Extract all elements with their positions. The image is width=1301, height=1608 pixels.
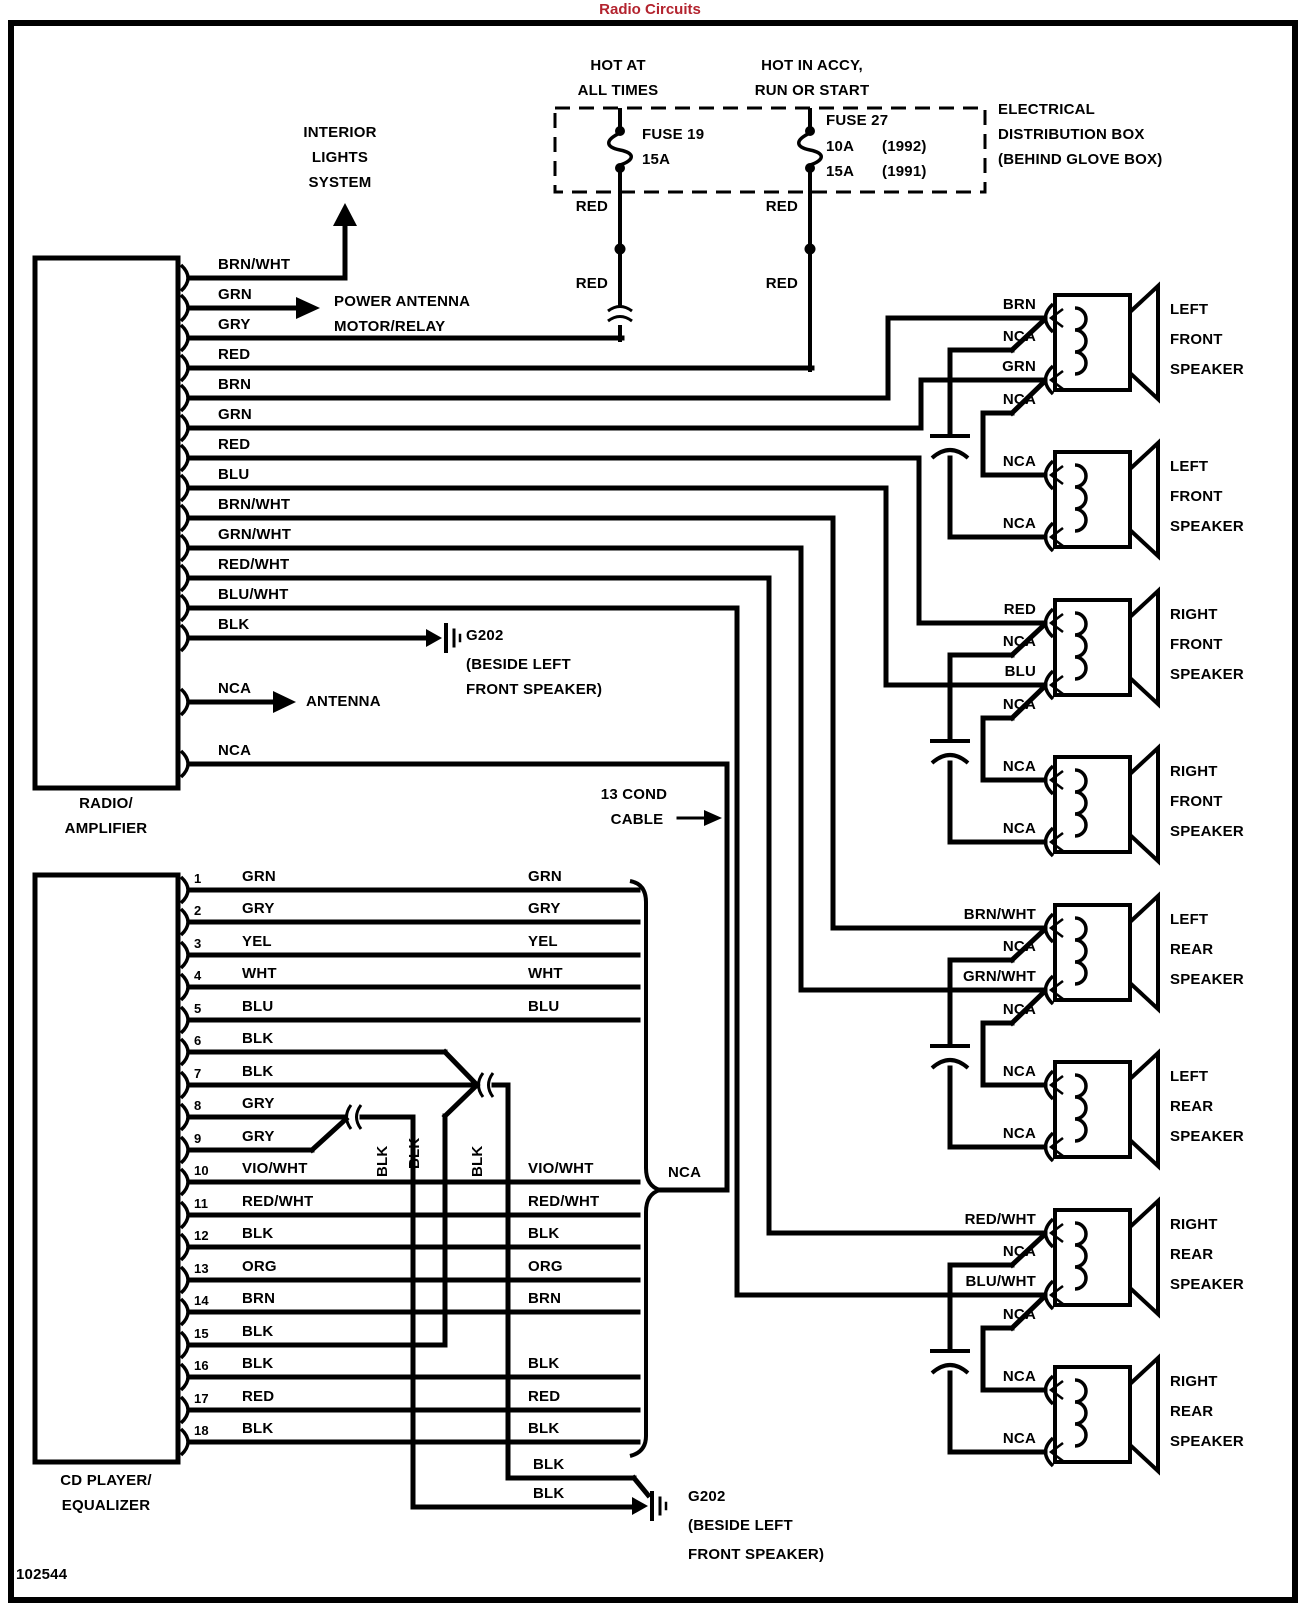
distribution-box-label-line1: ELECTRICAL	[998, 101, 1095, 118]
cd-pin-color-label: BLK	[242, 1225, 274, 1242]
speaker-icon	[1055, 452, 1130, 547]
speaker-name-line: SPEAKER	[1170, 823, 1244, 840]
cd-cable-color-label: BLK	[528, 1225, 560, 1242]
cd-player-label-line1: CD PLAYER/	[60, 1472, 152, 1489]
speaker-name-line: LEFT	[1170, 1068, 1209, 1085]
cd-pin-number: 3	[194, 936, 202, 951]
speaker-name-line: RIGHT	[1170, 763, 1218, 780]
speaker-wire-label: BLU/WHT	[965, 1273, 1036, 1290]
blk-bottom-label: BLK	[533, 1456, 565, 1473]
fuse-icon	[609, 133, 632, 165]
speaker-icon	[1055, 295, 1130, 390]
cd-pin-color-label: WHT	[242, 965, 277, 982]
connector-pin-icon	[181, 1104, 188, 1130]
cd-pin-color-label: VIO/WHT	[242, 1160, 308, 1177]
connector-pin-icon	[181, 1397, 188, 1423]
red-wire-label: RED	[765, 275, 798, 292]
connector-pin-icon	[181, 1234, 188, 1260]
ground-bottom-note-line2: FRONT SPEAKER)	[688, 1546, 825, 1563]
speaker-wire-label: NCA	[1002, 938, 1036, 955]
wire	[445, 1085, 477, 1116]
connector-pin-icon	[181, 1364, 188, 1390]
cable-brace	[630, 881, 660, 1456]
cd-cable-color-label: RED	[528, 1388, 561, 1405]
blk-bottom-label: BLK	[533, 1485, 565, 1502]
speaker-wire-label: NCA	[1002, 1306, 1036, 1323]
cd-pin-color-label: BLK	[242, 1355, 274, 1372]
hot-at-label-line1: HOT AT	[590, 57, 646, 74]
cd-cable-color-label: VIO/WHT	[528, 1160, 594, 1177]
radio-wire-label: GRY	[218, 316, 251, 333]
speaker-wire-label: BRN/WHT	[963, 906, 1036, 923]
connector-pin-icon	[181, 1202, 188, 1228]
wire	[312, 1119, 346, 1150]
cd-pin-color-label: ORG	[242, 1258, 277, 1275]
connector-pin-icon	[181, 942, 188, 968]
cd-pin-number: 14	[194, 1293, 209, 1308]
cd-pin-color-label: BRN	[242, 1290, 276, 1307]
fuse27-amps-2: 15A	[826, 163, 855, 180]
interior-lights-label-line1: INTERIOR	[303, 124, 377, 141]
connector-pin-icon	[181, 415, 188, 441]
blk-vertical-label: BLK	[374, 1145, 391, 1177]
radio-wire-label: GRN	[218, 286, 252, 303]
speaker-icon	[1055, 757, 1130, 852]
fuse27-year-1: (1992)	[882, 138, 927, 155]
speaker-wire-label: RED/WHT	[964, 1211, 1036, 1228]
cd-cable-color-label: GRN	[528, 868, 562, 885]
speaker-name-line: REAR	[1170, 1098, 1214, 1115]
connector-pin-icon	[181, 1039, 188, 1065]
cd-cable-color-label: BRN	[528, 1290, 562, 1307]
connector-pin-icon	[181, 909, 188, 935]
speaker-icon	[1055, 905, 1130, 1000]
distribution-box-label-line2: DISTRIBUTION BOX	[998, 126, 1145, 143]
cd-cable-color-label: BLK	[528, 1355, 560, 1372]
interior-lights-label-line2: LIGHTS	[311, 149, 369, 166]
connector-pin-icon	[181, 565, 188, 591]
radio-wire-label: BLU	[218, 466, 250, 483]
fuse-icon	[799, 133, 822, 165]
speaker-wire-label: NCA	[1002, 633, 1036, 650]
cd-pin-number: 5	[194, 1001, 202, 1016]
cd-pin-number: 17	[194, 1391, 209, 1406]
connector-pin-icon	[181, 877, 188, 903]
cable-nca-label: NCA	[668, 1164, 702, 1181]
fuse27-name: FUSE 27	[826, 112, 889, 129]
ground-bottom-name: G202	[688, 1488, 726, 1505]
cd-player-box	[35, 875, 178, 1462]
cd-cable-color-label: BLU	[528, 998, 560, 1015]
connector-pin-icon	[181, 595, 188, 621]
radio-wire-label: BRN/WHT	[218, 256, 291, 273]
speaker-name-line: SPEAKER	[1170, 518, 1244, 535]
cd-pin-color-label: BLK	[242, 1420, 274, 1437]
speaker-horn-icon	[1130, 1358, 1158, 1471]
ground-bottom-note-line1: (BESIDE LEFT	[688, 1517, 793, 1534]
cd-cable-color-label: BLK	[528, 1420, 560, 1437]
cd-pin-color-label: GRY	[242, 1128, 275, 1145]
connector-pin-icon	[181, 265, 188, 291]
ground-top-name: G202	[466, 627, 504, 644]
connector-pin-icon	[181, 1299, 188, 1325]
cable-arrow-icon	[704, 810, 722, 826]
hot-accy-label-line2: RUN OR START	[754, 82, 870, 99]
cd-pin-number: 4	[194, 968, 202, 983]
cd-pin-color-label: GRN	[242, 868, 276, 885]
cd-pin-number: 18	[194, 1423, 209, 1438]
speaker-wire-label: GRN	[1002, 358, 1036, 375]
interior-lights-arrow-icon	[333, 203, 357, 226]
connector-pin-icon	[181, 1267, 188, 1293]
speaker-name-line: FRONT	[1170, 331, 1223, 348]
connector-pin-icon	[181, 295, 188, 321]
blk-vertical-label: BLK	[469, 1145, 486, 1177]
cd-pin-number: 2	[194, 903, 202, 918]
connector-pin-icon	[181, 355, 188, 381]
radio-wire-label: NCA	[218, 680, 252, 697]
speaker-wire-label: NCA	[1002, 820, 1036, 837]
speaker-wire-label: RED	[1003, 601, 1036, 618]
speaker-name-line: FRONT	[1170, 488, 1223, 505]
connector-pin-icon	[181, 1007, 188, 1033]
speaker-wire-label: NCA	[1002, 1430, 1036, 1447]
connector-pin-icon	[181, 1072, 188, 1098]
ground-top-note-line2: FRONT SPEAKER)	[466, 681, 603, 698]
cd-pin-number: 8	[194, 1098, 202, 1113]
fuse27-year-2: (1991)	[882, 163, 927, 180]
connector-pin-icon	[181, 625, 188, 651]
connector-pin-icon	[181, 1332, 188, 1358]
speaker-wire-label: NCA	[1002, 1243, 1036, 1260]
speaker-horn-icon	[1130, 896, 1158, 1009]
speaker-wire-label: BRN	[1002, 296, 1036, 313]
speaker-wire-label: NCA	[1002, 391, 1036, 408]
cd-pin-number: 16	[194, 1358, 209, 1373]
connector-pin-icon	[181, 689, 188, 715]
cd-pin-color-label: RED/WHT	[242, 1193, 314, 1210]
cd-pin-color-label: GRY	[242, 900, 275, 917]
hot-accy-label-line1: HOT IN ACCY,	[761, 57, 863, 74]
cd-cable-color-label: YEL	[528, 933, 558, 950]
cd-pin-number: 12	[194, 1228, 209, 1243]
speaker-name-line: SPEAKER	[1170, 971, 1244, 988]
ground-icon	[426, 629, 442, 647]
connector-pin-icon	[181, 325, 188, 351]
cable-label-line2: CABLE	[610, 811, 664, 828]
power-antenna-label-line2: MOTOR/RELAY	[334, 318, 446, 335]
cd-pin-color-label: BLK	[242, 1063, 274, 1080]
connector-pin-icon	[181, 751, 188, 777]
radio-wire-label: RED	[218, 436, 251, 453]
speaker-horn-icon	[1130, 591, 1158, 704]
speaker-name-line: REAR	[1170, 1403, 1214, 1420]
radio-label-line2: AMPLIFIER	[64, 820, 148, 837]
cd-pin-number: 13	[194, 1261, 209, 1276]
speaker-icon	[1055, 600, 1130, 695]
speaker-name-line: SPEAKER	[1170, 1128, 1244, 1145]
radio-amplifier-box	[35, 258, 178, 788]
wire	[445, 1052, 477, 1085]
speaker-name-line: LEFT	[1170, 301, 1209, 318]
speaker-name-line: LEFT	[1170, 458, 1209, 475]
cd-pin-number: 10	[194, 1163, 209, 1178]
ground-top-note-line1: (BESIDE LEFT	[466, 656, 571, 673]
speaker-name-line: SPEAKER	[1170, 361, 1244, 378]
speaker-icon	[1055, 1210, 1130, 1305]
cd-cable-color-label: RED/WHT	[528, 1193, 600, 1210]
cd-player-label-line2: EQUALIZER	[61, 1497, 151, 1514]
speaker-wire-label: NCA	[1002, 1063, 1036, 1080]
antenna-arrow-icon	[273, 691, 296, 713]
red-wire-label: RED	[575, 275, 608, 292]
connector-pin-icon	[181, 505, 188, 531]
power-antenna-label-line1: POWER ANTENNA	[334, 293, 471, 310]
cd-pin-color-label: BLK	[242, 1030, 274, 1047]
speaker-horn-icon	[1130, 286, 1158, 399]
speaker-horn-icon	[1130, 443, 1158, 556]
speaker-name-line: REAR	[1170, 941, 1214, 958]
speaker-wire-label: BLU	[1004, 663, 1036, 680]
speaker-name-line: FRONT	[1170, 636, 1223, 653]
speaker-wire-label: NCA	[1002, 515, 1036, 532]
speaker-name-line: LEFT	[1170, 911, 1209, 928]
blk-vertical-label: BLK	[406, 1137, 423, 1169]
cd-pin-color-label: BLK	[242, 1323, 274, 1340]
radio-wire-label: GRN	[218, 406, 252, 423]
hot-at-label-line2: ALL TIMES	[577, 82, 659, 99]
radio-wire-label: RED	[218, 346, 251, 363]
ground-icon	[632, 1497, 648, 1515]
speaker-name-line: RIGHT	[1170, 1373, 1218, 1390]
radio-wire-label: BRN/WHT	[218, 496, 291, 513]
speaker-horn-icon	[1130, 748, 1158, 861]
radio-label-line1: RADIO/	[79, 795, 133, 812]
radio-wire-label: BLK	[218, 616, 250, 633]
speaker-name-line: SPEAKER	[1170, 666, 1244, 683]
cd-pin-color-label: GRY	[242, 1095, 275, 1112]
speaker-wire-label: NCA	[1002, 453, 1036, 470]
speaker-horn-icon	[1130, 1201, 1158, 1314]
cd-pin-color-label: BLU	[242, 998, 274, 1015]
cd-pin-number: 6	[194, 1033, 202, 1048]
diagram-code: 102544	[16, 1566, 68, 1583]
speaker-wire-label: NCA	[1002, 758, 1036, 775]
cd-pin-color-label: YEL	[242, 933, 272, 950]
connector-pin-icon	[181, 1137, 188, 1163]
connector-pin-icon	[181, 1169, 188, 1195]
speaker-name-line: RIGHT	[1170, 606, 1218, 623]
connector-pin-icon	[181, 385, 188, 411]
cd-pin-number: 9	[194, 1131, 202, 1146]
connector-pin-icon	[181, 475, 188, 501]
red-wire-label: RED	[765, 198, 798, 215]
speaker-icon	[1055, 1367, 1130, 1462]
speaker-wire-label: NCA	[1002, 1001, 1036, 1018]
speaker-horn-icon	[1130, 1053, 1158, 1166]
distribution-box-label-line3: (BEHIND GLOVE BOX)	[998, 151, 1163, 168]
red-wire-label: RED	[575, 198, 608, 215]
radio-wire-label: BLU/WHT	[218, 586, 289, 603]
speaker-wire-label: NCA	[1002, 1125, 1036, 1142]
wire	[634, 1478, 648, 1495]
connector-pin-icon	[181, 535, 188, 561]
speaker-name-line: SPEAKER	[1170, 1276, 1244, 1293]
power-antenna-arrow-icon	[296, 297, 320, 319]
radio-wire-label: RED/WHT	[218, 556, 290, 573]
page-title: Radio Circuits	[599, 1, 701, 18]
speaker-wire-label: NCA	[1002, 328, 1036, 345]
cable-label-line1: 13 COND	[600, 786, 668, 803]
radio-wire-label: BRN	[218, 376, 252, 393]
connector-pin-icon	[181, 1429, 188, 1455]
speaker-name-line: RIGHT	[1170, 1216, 1218, 1233]
fuse19-amps: 15A	[642, 151, 671, 168]
speaker-name-line: REAR	[1170, 1246, 1214, 1263]
cd-pin-color-label: RED	[242, 1388, 275, 1405]
cd-pin-number: 1	[194, 871, 202, 886]
cd-cable-color-label: WHT	[528, 965, 563, 982]
speaker-wire-label: NCA	[1002, 1368, 1036, 1385]
cd-pin-number: 15	[194, 1326, 209, 1341]
speaker-wire-label: GRN/WHT	[962, 968, 1036, 985]
speaker-wire-label: NCA	[1002, 696, 1036, 713]
speaker-name-line: FRONT	[1170, 793, 1223, 810]
antenna-label: ANTENNA	[306, 693, 381, 710]
connector-pin-icon	[181, 974, 188, 1000]
cd-pin-number: 7	[194, 1066, 202, 1081]
speaker-name-line: SPEAKER	[1170, 1433, 1244, 1450]
radio-wire-label: GRN/WHT	[218, 526, 292, 543]
inline-connector-icon	[608, 307, 632, 312]
cd-cable-color-label: GRY	[528, 900, 561, 917]
radio-wire-label: NCA	[218, 742, 252, 759]
cd-pin-number: 11	[194, 1196, 209, 1211]
speaker-icon	[1055, 1062, 1130, 1157]
interior-lights-label-line3: SYSTEM	[308, 174, 372, 191]
connector-pin-icon	[181, 445, 188, 471]
cd-cable-color-label: ORG	[528, 1258, 563, 1275]
fuse27-amps-1: 10A	[826, 138, 855, 155]
fuse19-name: FUSE 19	[642, 126, 705, 143]
inline-connector-icon	[608, 317, 632, 322]
